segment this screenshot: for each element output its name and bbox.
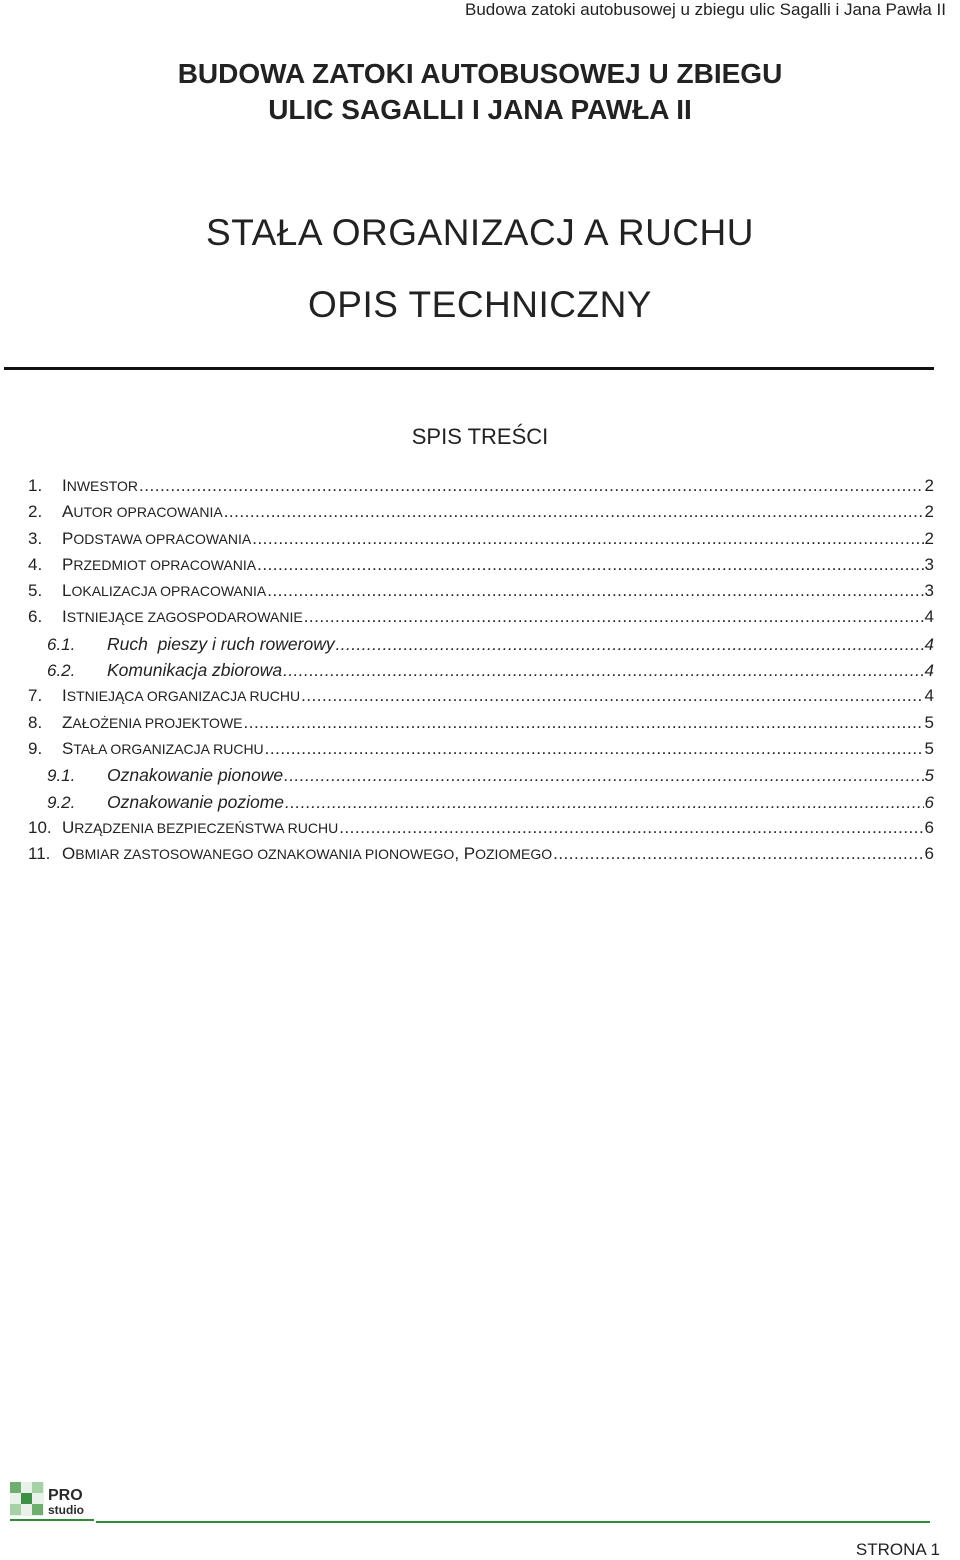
toc-leader-dots [336,635,924,655]
toc-entry-number: 3. [28,528,43,548]
title-divider [4,367,934,370]
toc-leader-dots [339,818,923,838]
toc-entry-page: 4 [924,634,934,654]
toc-leader-dots [553,844,923,864]
toc-entry-label: PODSTAWA OPRACOWANIA [62,528,252,548]
toc-entry-label: Ruch pieszy i ruch rowerowy [107,633,335,654]
toc-entry-number: 6.2. [47,661,76,681]
toc-leader-dots [304,607,924,627]
toc-entry-number: 6.1. [47,634,76,654]
toc-entry-page: 3 [924,581,934,601]
toc-entry[interactable] [28,844,934,870]
toc-entry-page: 2 [924,502,934,522]
toc-entry-page: 6 [924,817,934,837]
prostudio-logo-graphic [6,1480,96,1526]
toc-leader-dots [265,739,924,759]
toc-entry[interactable] [28,713,934,739]
toc-leader-dots [224,502,924,522]
toc-entry[interactable] [28,818,934,844]
toc-entry[interactable] [28,739,934,765]
toc-entry-label: STAŁA ORGANIZACJA RUCHU [62,738,264,758]
subtitle-organization: STAŁA ORGANIZACJ A RUCHU [206,212,754,253]
toc-entry-label: INWESTOR [62,476,139,495]
toc-entry-number: 9. [28,738,43,758]
toc-entry-page: 4 [924,607,934,627]
toc-entry-page: 6 [924,844,934,864]
toc-entry-page: 5 [924,712,934,732]
footer-divider [96,1521,930,1523]
toc-entry-page: 4 [924,661,934,681]
toc-entry-number: 9.1. [47,766,76,786]
toc-entry[interactable] [28,476,934,502]
table-of-contents [28,476,934,870]
toc-entry-page: 2 [924,528,934,548]
toc-entry-label: PRZEDMIOT OPRACOWANIA [62,554,257,574]
logo-word-pro: PRO [48,1487,83,1504]
toc-leader-dots [139,476,923,496]
toc-entry-number: 4. [28,554,43,574]
toc-leader-dots [285,793,923,813]
toc-entry-page: 2 [924,476,934,495]
toc-entry-label: ZAŁOŻENIA PROJEKTOWE [62,712,243,732]
toc-entry-page: 6 [924,792,934,812]
toc-entry-label: OBMIAR ZASTOSOWANEGO OZNAKOWANIA PIONOWEGO, POZIOMEGO [62,844,553,864]
toc-entry-label: Oznakowanie poziome [107,791,285,812]
toc-entry-number: 10. [28,817,52,837]
toc-entry[interactable] [28,607,934,633]
document-title [0,56,960,128]
toc-entry-label: URZĄDZENIA BEZPIECZEŃSTWA RUCHU [62,817,339,837]
toc-entry-label: ISTNIEJĄCA ORGANIZACJA RUCHU [62,686,301,706]
running-header: Budowa zatoki autobusowej u zbiegu ulic Sagalli i Jana Pawła II [464,0,946,19]
title-line-2: ULIC SAGALLI I JANA PAWŁA II [268,94,692,125]
toc-entry-label: LOKALIZACJA OPRACOWANIA [62,581,267,601]
toc-entry-label: AUTOR OPRACOWANIA [62,502,223,522]
toc-entry[interactable] [28,502,934,528]
toc-subentry[interactable] [28,792,934,818]
page-number: STRONA 1 [855,1540,940,1559]
toc-leader-dots [244,713,924,733]
toc-entry-label: ISTNIEJĄCE ZAGOSPODAROWANIE [62,607,303,627]
toc-leader-dots [284,766,923,786]
prostudio-logo [6,1480,96,1526]
toc-entry-number: 6. [28,607,43,627]
toc-entry-label: Oznakowanie pionowe [107,765,284,786]
subtitle-technical-description: OPIS TECHNICZNY [308,284,652,325]
toc-heading: SPIS TREŚCI [411,424,549,449]
toc-entry-label: Komunikacja zbiorowa [107,660,283,681]
toc-leader-dots [283,661,923,681]
toc-entry-number: 2. [28,502,43,522]
toc-leader-dots [301,686,923,706]
toc-entry-page: 5 [924,766,934,786]
toc-entry[interactable] [28,581,934,607]
toc-leader-dots [252,529,923,549]
toc-leader-dots [267,581,923,601]
toc-entry-number: 7. [28,686,43,706]
toc-entry-number: 1. [28,476,43,495]
toc-subentry[interactable] [28,765,934,791]
toc-entry-number: 8. [28,712,43,732]
toc-entry-page: 5 [924,738,934,758]
title-line-1: BUDOWA ZATOKI AUTOBUSOWEJ U ZBIEGU [177,58,783,89]
toc-entry-number: 5. [28,581,43,601]
toc-subentry[interactable] [28,634,934,660]
toc-entry-page: 4 [924,686,934,706]
toc-entry-number: 9.2. [47,792,76,812]
toc-subentry[interactable] [28,660,934,686]
logo-word-studio: studio [48,1503,84,1517]
toc-entry[interactable] [28,686,934,712]
toc-entry-page: 3 [924,554,934,574]
toc-leader-dots [257,555,923,575]
toc-entry-number: 11. [28,844,51,864]
toc-entry[interactable] [28,529,934,555]
toc-entry[interactable] [28,555,934,581]
